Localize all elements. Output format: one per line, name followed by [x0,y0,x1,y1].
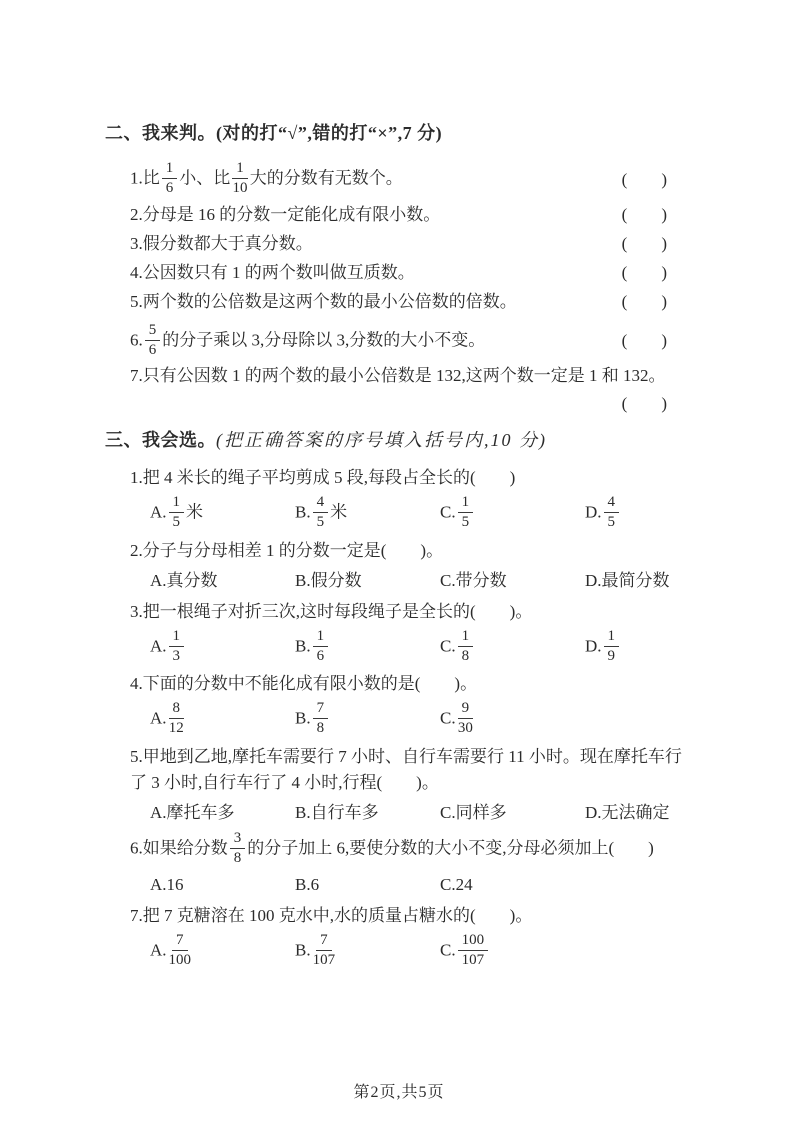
answer-blank: ( ) [621,331,667,351]
option-b: B. $\frac{4}{5}$ 米 [295,494,348,531]
options-row [105,629,693,667]
fraction: $\frac{1}{9}$ [604,628,620,666]
question-text: 2.分子与分母相差 1 的分数一定是( )。 [130,540,444,560]
options-row [105,701,693,739]
answer-blank: ( ) [621,262,667,282]
question-text: 5.两个数的公倍数是这两个数的最小公倍数的倍数。 [130,291,517,311]
question-text: 1.把 4 米长的绳子平均剪成 5 段,每段占全长的( ) [130,468,516,487]
question-text: 3.把一根绳子对折三次,这时每段绳子是全长的( )。 [130,601,533,621]
tf-item-7 [105,363,693,389]
fraction: $\frac{7}{8}$ [313,700,329,738]
option-d: D. $\frac{4}{5}$ [585,495,621,533]
option-a: A.摩托车多 [150,802,235,822]
option-c: C. $\frac{100}{107}$ [440,933,490,971]
tf-item-7-answer-line [105,391,693,417]
options-row [105,800,693,826]
question-text: 7.只有公因数 1 的两个数的最小公倍数是 132,这两个数一定是 1 和 132。 [130,366,666,385]
tf-item-1 [105,161,693,199]
option-a: A.真分数 [150,570,218,590]
option-c: C. $\frac{1}{8}$ [440,629,585,667]
option-b: B.6 [295,875,320,894]
answer-blank: ( ) [621,291,667,311]
section-2-note: (对的打“√”,错的打“×”,7 分) [216,123,443,143]
tf-item-5 [105,289,693,315]
option-d: D.无法确定 [585,802,670,822]
fraction: $\frac{1}{5}$ [169,494,185,532]
option-a: A. $\frac{8}{12}$ [150,700,184,737]
section-3-heading [105,427,693,454]
option-c: C. $\frac{1}{5}$ [440,495,585,533]
option-d: D.最简分数 [585,570,670,590]
answer-blank: ( ) [621,204,667,224]
option-b: B. $\frac{1}{6}$ [295,629,440,667]
question-text: 1.比 $\frac{1}{6}$ 小、比 $\frac{1}{10}$ 大的分数有无数个。 [130,160,403,197]
fraction: $\frac{1}{6}$ [162,160,178,198]
fraction: $\frac{7}{100}$ [168,932,192,969]
option-c: C.24 [440,875,473,894]
tf-item-3 [105,231,693,257]
fraction: $\frac{4}{5}$ [313,494,329,532]
options-row [105,933,693,971]
option-d: D. $\frac{1}{9}$ [585,629,621,667]
fraction: $\frac{100}{107}$ [458,932,489,970]
fraction: $\frac{1}{8}$ [458,628,474,666]
question-text: 6. $\frac{5}{6}$ 的分子乘以 3,分母除以 3,分数的大小不变。 [130,321,486,358]
fraction: $\frac{1}{10}$ [232,160,248,197]
tf-item-6 [105,323,693,361]
question-text: 4.下面的分数中不能化成有限小数的是( )。 [130,674,478,693]
mc-question-6 [105,831,693,899]
option-c: C. $\frac{9}{30}$ [440,700,473,737]
fraction: $\frac{5}{6}$ [145,322,161,360]
option-b: B. $\frac{7}{8}$ [295,701,440,739]
option-b: B. $\frac{7}{107}$ [295,932,336,969]
mc-question-1 [105,465,693,533]
fraction: $\frac{8}{12}$ [168,700,184,737]
tf-item-2 [105,202,693,228]
fraction: $\frac{4}{5}$ [604,494,620,532]
answer-blank: ( ) [621,233,667,253]
option-a: A.16 [150,875,184,894]
question-text: 7.把 7 克糖溶在 100 克水中,水的质量占糖水的( )。 [130,906,533,925]
option-a: A. $\frac{1}{5}$ 米 [150,494,204,531]
fraction: $\frac{7}{107}$ [312,932,336,969]
section-2-heading [105,120,693,147]
options-row [105,568,693,594]
option-b: B.自行车多 [295,802,379,822]
section-3-note: (把正确答案的序号填入括号内,10 分) [216,430,547,450]
question-text: 2.分母是 16 的分数一定能化成有限小数。 [130,204,441,224]
tf-item-4 [105,260,693,286]
options-row [105,495,693,533]
option-a: A. $\frac{7}{100}$ [150,932,192,969]
mc-question-4 [105,671,693,739]
answer-blank: ( ) [621,169,667,189]
option-c: C.带分数 [440,570,507,590]
fraction: $\frac{9}{30}$ [457,700,473,737]
section-2-title: 二、我来判。 [105,123,216,143]
question-text: 3.假分数都大于真分数。 [130,233,313,253]
fraction: $\frac{3}{8}$ [230,830,246,868]
question-text: 5.甲地到乙地,摩托车需要行 7 小时、自行车需要行 11 小时。现在摩托车行了 3 小时,自行车行了 4 小时,行程( )。 [130,746,682,792]
fraction: $\frac{1}{6}$ [313,628,329,666]
option-b: B.假分数 [295,570,362,590]
answer-blank: ( ) [621,394,667,413]
options-row [105,872,693,898]
question-text: 6.如果给分数 $\frac{3}{8}$ 的分子加上 6,要使分数的大小不变,分母必须加上( ) [130,829,654,866]
fraction: $\frac{1}{3}$ [169,628,185,666]
mc-question-5 [105,744,693,826]
section-3-title: 三、我会选。 [105,430,216,450]
question-text: 4.公因数只有 1 的两个数叫做互质数。 [130,262,415,282]
fraction: $\frac{1}{5}$ [458,494,474,532]
option-c: C.同样多 [440,802,507,822]
mc-question-2 [105,538,693,594]
mc-question-3 [105,599,693,667]
option-a: A. $\frac{1}{3}$ [150,629,295,667]
page-number-footer: 第2页,共5页 [353,1084,445,1101]
mc-question-7 [105,903,693,971]
